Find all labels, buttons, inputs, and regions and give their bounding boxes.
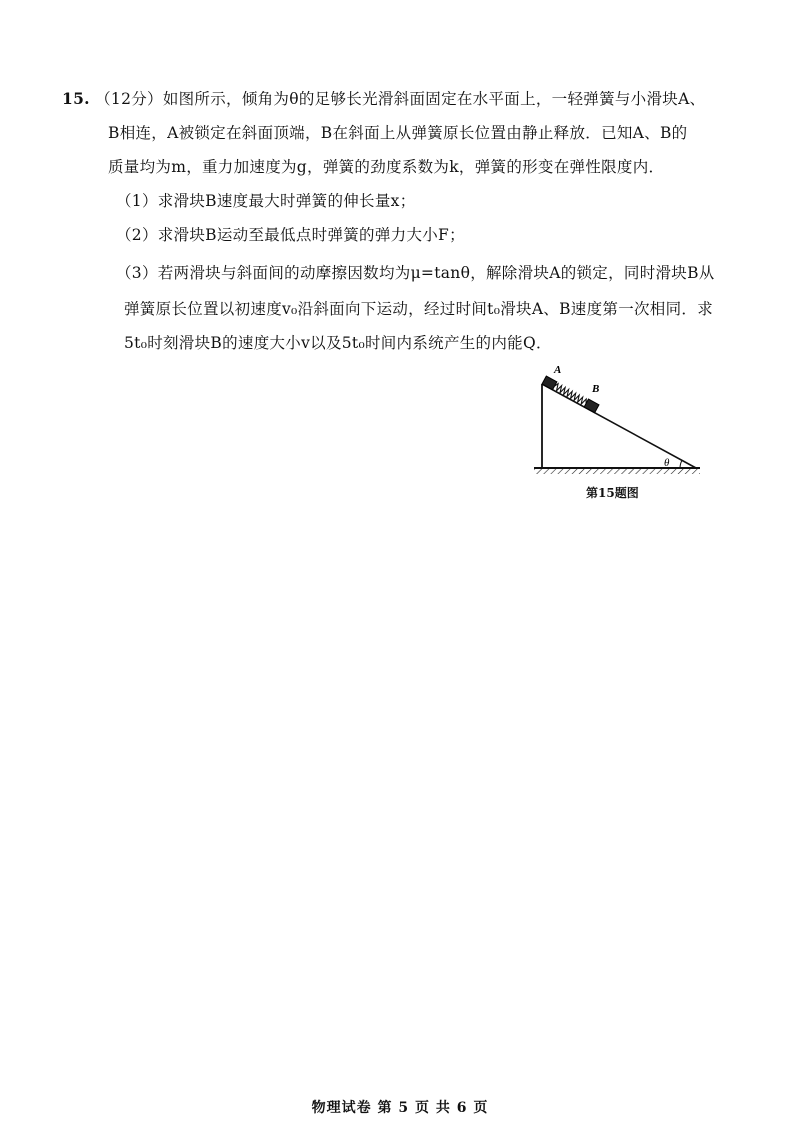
question-line-1 — [62, 88, 705, 110]
block-a — [542, 376, 557, 390]
label-a: A — [554, 364, 562, 376]
sub-question-3-line-3: 5t₀时刻滑块B的速度大小v以及5t₀时间内系统产生的内能Q． — [124, 334, 552, 352]
question-text-line-1: （12分）如图所示，倾角为θ的足够长光滑斜面固定在水平面上，一轻弹簧与小滑块A、 — [95, 90, 706, 108]
question-text-line-2: B相连，A被锁定在斜面顶端，B在斜面上从弹簧原长位置由静止释放．已知A、B的 — [108, 124, 688, 142]
figure-caption: 第15题图 — [586, 486, 639, 500]
label-theta: θ — [664, 457, 670, 469]
sub-question-1: （1）求滑块B速度最大时弹簧的伸长量x； — [116, 192, 416, 210]
incline-diagram — [528, 362, 708, 482]
spring — [553, 383, 588, 406]
question-number: 15. — [62, 89, 90, 108]
incline-slope — [542, 384, 696, 468]
sub-question-3-line-1: （3）若两滑块与斜面间的动摩擦因数均为μ=tanθ，解除滑块A的锁定，同时滑块B从 — [116, 264, 715, 282]
angle-arc — [680, 460, 682, 468]
sub-question-3-line-2: 弹簧原长位置以初速度v₀沿斜面向下运动，经过时间t₀滑块A、B速度第一次相同．求 — [124, 300, 713, 318]
sub-question-2: （2）求滑块B运动至最低点时弹簧的弹力大小F； — [116, 226, 465, 244]
label-b: B — [592, 383, 600, 395]
question-text-line-3: 质量均为m，重力加速度为g，弹簧的劲度系数为k，弹簧的形变在弹性限度内． — [108, 158, 665, 176]
page-footer: 物理试卷 第 5 页 共 6 页 — [311, 1100, 489, 1116]
